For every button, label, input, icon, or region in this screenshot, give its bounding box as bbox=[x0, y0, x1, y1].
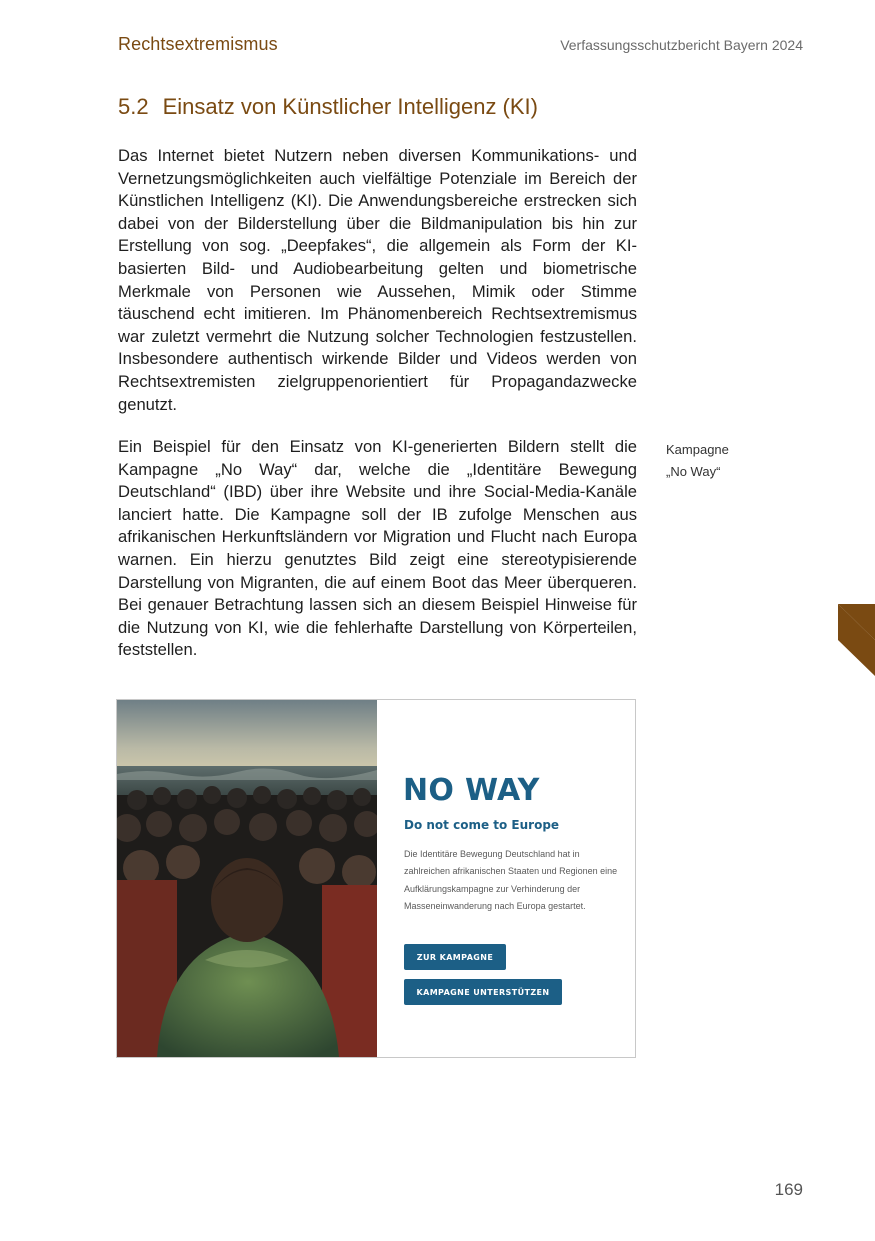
campaign-subtitle: Do not come to Europe bbox=[404, 818, 560, 832]
section-title: Einsatz von Künstlicher Intelligenz (KI) bbox=[162, 94, 538, 119]
margin-note-line2: „No Way“ bbox=[666, 464, 721, 479]
margin-note-line1: Kampagne bbox=[666, 442, 729, 457]
campaign-screenshot-figure bbox=[116, 699, 636, 1058]
margin-note bbox=[666, 439, 786, 483]
campaign-promo-panel bbox=[403, 700, 623, 1057]
migrants-boat-photo bbox=[117, 700, 377, 1057]
paragraph-campaign-example: Ein Beispiel für den Einsatz von KI-generierten Bildern stellt die Kampagne „No Way“ dar, welche die „Identitäre Bewegung Deutschland“ (IBD) über ihre Website und ihre Social-Media-Kanäle lanciert hatte. Die Kampagne soll der IB zufolge Menschen aus afrikanischen Herkunftsländern vor Migration und Flucht nach Europa warnen. Ein hierzu genutztes Bild zeigt eine stereotypisierende Darstellung von Migranten, die auf einem Boot das Meer überqueren. Bei genauer Betrachtung lassen sich an diesem Beispiel Hinweise für die Nutzung von KI, wie die fehlerhafte Darstellung von Körperteilen, feststellen. bbox=[118, 437, 637, 660]
kampagne-unterstuetzen-button: KAMPAGNE UNTERSTÜTZEN bbox=[404, 979, 562, 1005]
page-number: 169 bbox=[774, 1180, 803, 1199]
zur-kampagne-button: ZUR KAMPAGNE bbox=[404, 944, 506, 970]
section-number: 5.2 bbox=[118, 94, 149, 119]
campaign-title: NO WAY bbox=[403, 773, 540, 808]
campaign-description: Die Identitäre Bewegung Deutschland hat in zahlreichen afrikanischen Staaten und Regionen eine Aufklärungskampagne zur Verhinderung der Masseneinwanderung nach Europa gestartet. bbox=[404, 849, 618, 912]
paragraph-intro: Das Internet bietet Nutzern neben diversen Kommunikations- und Vernetzungsmöglichkeiten auch vielfältige Potenziale im Bereich der Künstlichen Intelligenz (KI). Die Anwendungsbereiche erstrecken sich dabei von der Bilderstellung über die Bildmanipulation bis hin zur Erstellung von sog. „Deepfakes“, die allgemein als Form der KI-basierten Bild- und Audiobearbeitung gelten und biometrische Merkmale von Personen wie Aussehen, Mimik oder Stimme täuschend echt imitieren. Im Phänomenbereich Rechtsextremismus war zuletzt vermehrt die Nutzung solcher Technologien festzustellen. Insbesondere authentisch wirkende Bilder und Videos werden von Rechtsextremisten zielgruppenorientiert für Propagandazwecke genutzt. bbox=[118, 146, 637, 414]
chapter-thumb-tab bbox=[838, 604, 875, 676]
running-header-publication: Verfassungsschutzbericht Bayern 2024 bbox=[560, 37, 803, 53]
section-heading bbox=[118, 94, 538, 120]
running-header-section: Rechtsextremismus bbox=[118, 34, 278, 54]
